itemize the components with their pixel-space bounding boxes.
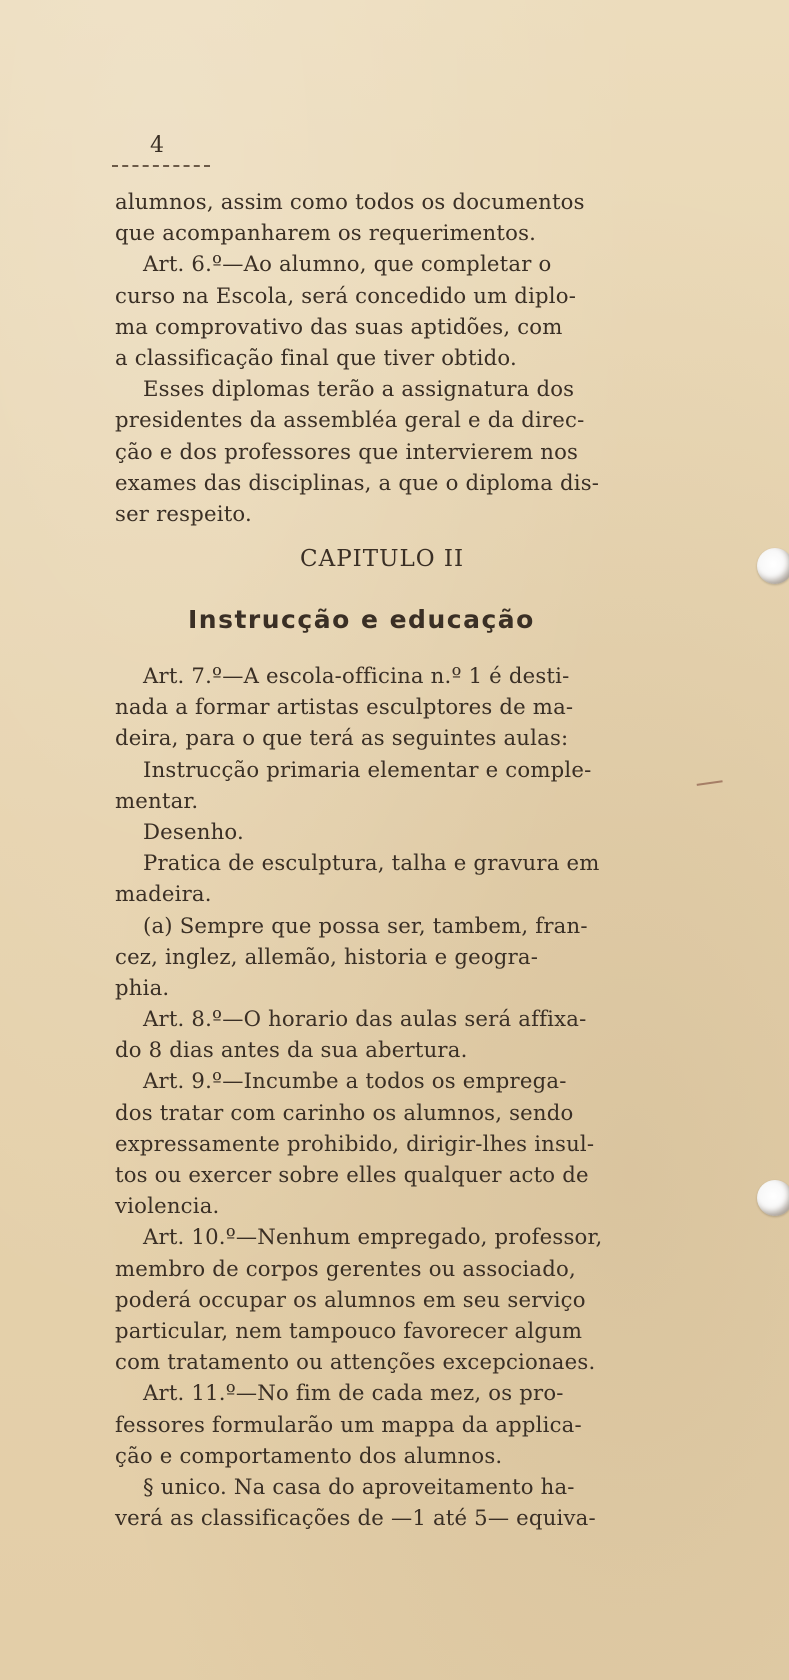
text-line: exames das disciplinas, a que o diploma dis- — [115, 469, 600, 495]
text-line: Art. 8.º—O horario das aulas será affixa- — [143, 1006, 587, 1032]
binding-hole-bottom — [757, 1180, 789, 1216]
text-line: Art. 6.º—Ao alumno, que completar o — [143, 251, 552, 277]
text-line: presidentes da assembléa geral e da direc- — [115, 407, 585, 433]
text-line: que acompanharem os requerimentos. — [115, 220, 537, 246]
text-line: Desenho. — [143, 818, 244, 844]
text-line: fessores formularão um mappa da applica- — [115, 1411, 582, 1437]
text-line: verá as classificações de —1 até 5— equiva- — [115, 1505, 596, 1531]
text-line: (a) Sempre que possa ser, tambem, fran- — [143, 912, 588, 938]
page-number: 4 — [150, 133, 164, 158]
text-line: Instrucção primaria elementar e comple- — [143, 756, 592, 782]
text-line: expressamente prohibido, dirigir-lhes insul- — [115, 1130, 595, 1156]
page-number-rule — [112, 165, 210, 167]
text-line: nada a formar artistas esculptores de ma- — [115, 694, 574, 720]
text-line: particular, nem tampouco favorecer algum — [115, 1317, 583, 1343]
text-line: ção e dos professores que intervierem nos — [115, 438, 579, 464]
paragraph-block-1 — [115, 186, 690, 529]
text-line: curso na Escola, será concedido um diplo- — [115, 282, 577, 308]
text-line: Esses diplomas terão a assignatura dos — [143, 376, 575, 402]
binding-hole-top — [757, 548, 789, 584]
chapter-heading: CAPITULO II — [300, 546, 465, 572]
text-line: alumnos, assim como todos os documentos — [115, 189, 585, 214]
text-line: ser respeito. — [115, 500, 252, 526]
text-line: membro de corpos gerentes ou associado, — [115, 1255, 576, 1281]
ink-smudge — [697, 780, 724, 791]
paragraph-block-2 — [115, 660, 690, 1533]
text-line: dos tratar com carinho os alumnos, sendo — [115, 1099, 574, 1125]
text-line: poderá occupar os alumnos em seu serviço — [115, 1286, 586, 1312]
text-line: Art. 11.º—No fim de cada mez, os pro- — [143, 1380, 564, 1406]
text-line: ção e comportamento dos alumnos. — [115, 1442, 503, 1468]
text-line: deira, para o que terá as seguintes aulas: — [115, 725, 569, 751]
text-line: ma comprovativo das suas aptidões, com — [115, 313, 563, 339]
text-line: Art. 10.º—Nenhum empregado, professor, — [143, 1224, 603, 1250]
text-line: tos ou exercer sobre elles qualquer acto de — [115, 1162, 589, 1187]
text-line: mentar. — [115, 787, 199, 813]
text-line: Pratica de esculptura, talha e gravura em — [143, 850, 600, 876]
text-line: Art. 7.º—A escola-officina n.º 1 é desti- — [143, 663, 570, 688]
text-line: cez, inglez, allemão, historia e geogra- — [115, 943, 539, 969]
text-line: Art. 9.º—Incumbe a todos os emprega- — [143, 1068, 567, 1094]
text-line: violencia. — [115, 1193, 220, 1219]
text-line: do 8 dias antes da sua abertura. — [115, 1037, 468, 1063]
text-line: § unico. Na casa do aproveitamento ha- — [143, 1473, 575, 1499]
text-line: madeira. — [115, 881, 212, 907]
text-line: a classificação final que tiver obtido. — [115, 344, 517, 370]
section-heading: Instrucção e educação — [188, 605, 535, 634]
text-line: phia. — [115, 974, 170, 1000]
text-line: com tratamento ou attenções excepcionaes. — [115, 1349, 596, 1375]
